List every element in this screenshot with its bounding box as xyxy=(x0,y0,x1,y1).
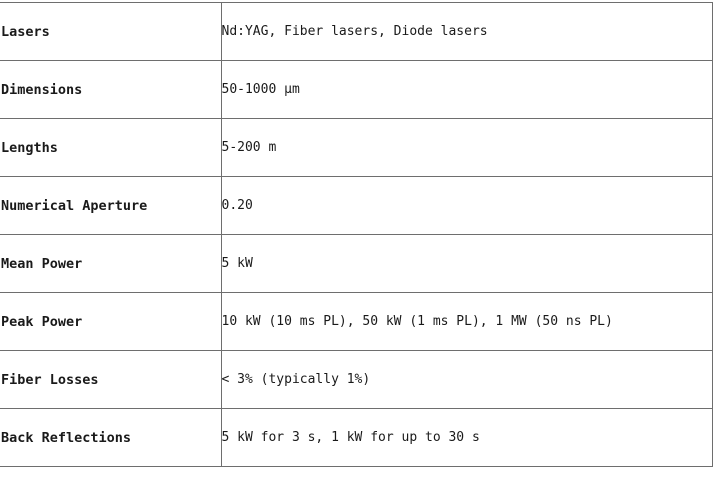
table-row-mean-power xyxy=(0,235,712,293)
row-value: 5 kW xyxy=(221,235,712,293)
row-label: Back Reflections xyxy=(0,409,221,467)
row-label: Mean Power xyxy=(0,235,221,293)
table-row-dimensions xyxy=(0,61,712,119)
row-label: Dimensions xyxy=(0,61,221,119)
row-value: 50-1000 µm xyxy=(221,61,712,119)
row-value: Nd:YAG, Fiber lasers, Diode lasers xyxy=(221,3,712,61)
row-value: 5 kW for 3 s, 1 kW for up to 30 s xyxy=(221,409,712,467)
table-row-lengths xyxy=(0,119,712,177)
row-label: Lasers xyxy=(0,3,221,61)
table-row-back-reflections xyxy=(0,409,712,467)
table-row-fiber-losses xyxy=(0,351,712,409)
row-label: Peak Power xyxy=(0,293,221,351)
specifications-table xyxy=(0,2,713,467)
table-row-numerical-aperture xyxy=(0,177,712,235)
row-label: Fiber Losses xyxy=(0,351,221,409)
row-label: Numerical Aperture xyxy=(0,177,221,235)
table-row-lasers xyxy=(0,3,712,61)
row-label: Lengths xyxy=(0,119,221,177)
table-row-peak-power xyxy=(0,293,712,351)
row-value: 0.20 xyxy=(221,177,712,235)
row-value: 5-200 m xyxy=(221,119,712,177)
row-value: 10 kW (10 ms PL), 50 kW (1 ms PL), 1 MW (50 ns PL) xyxy=(221,293,712,351)
row-value: < 3% (typically 1%) xyxy=(221,351,712,409)
